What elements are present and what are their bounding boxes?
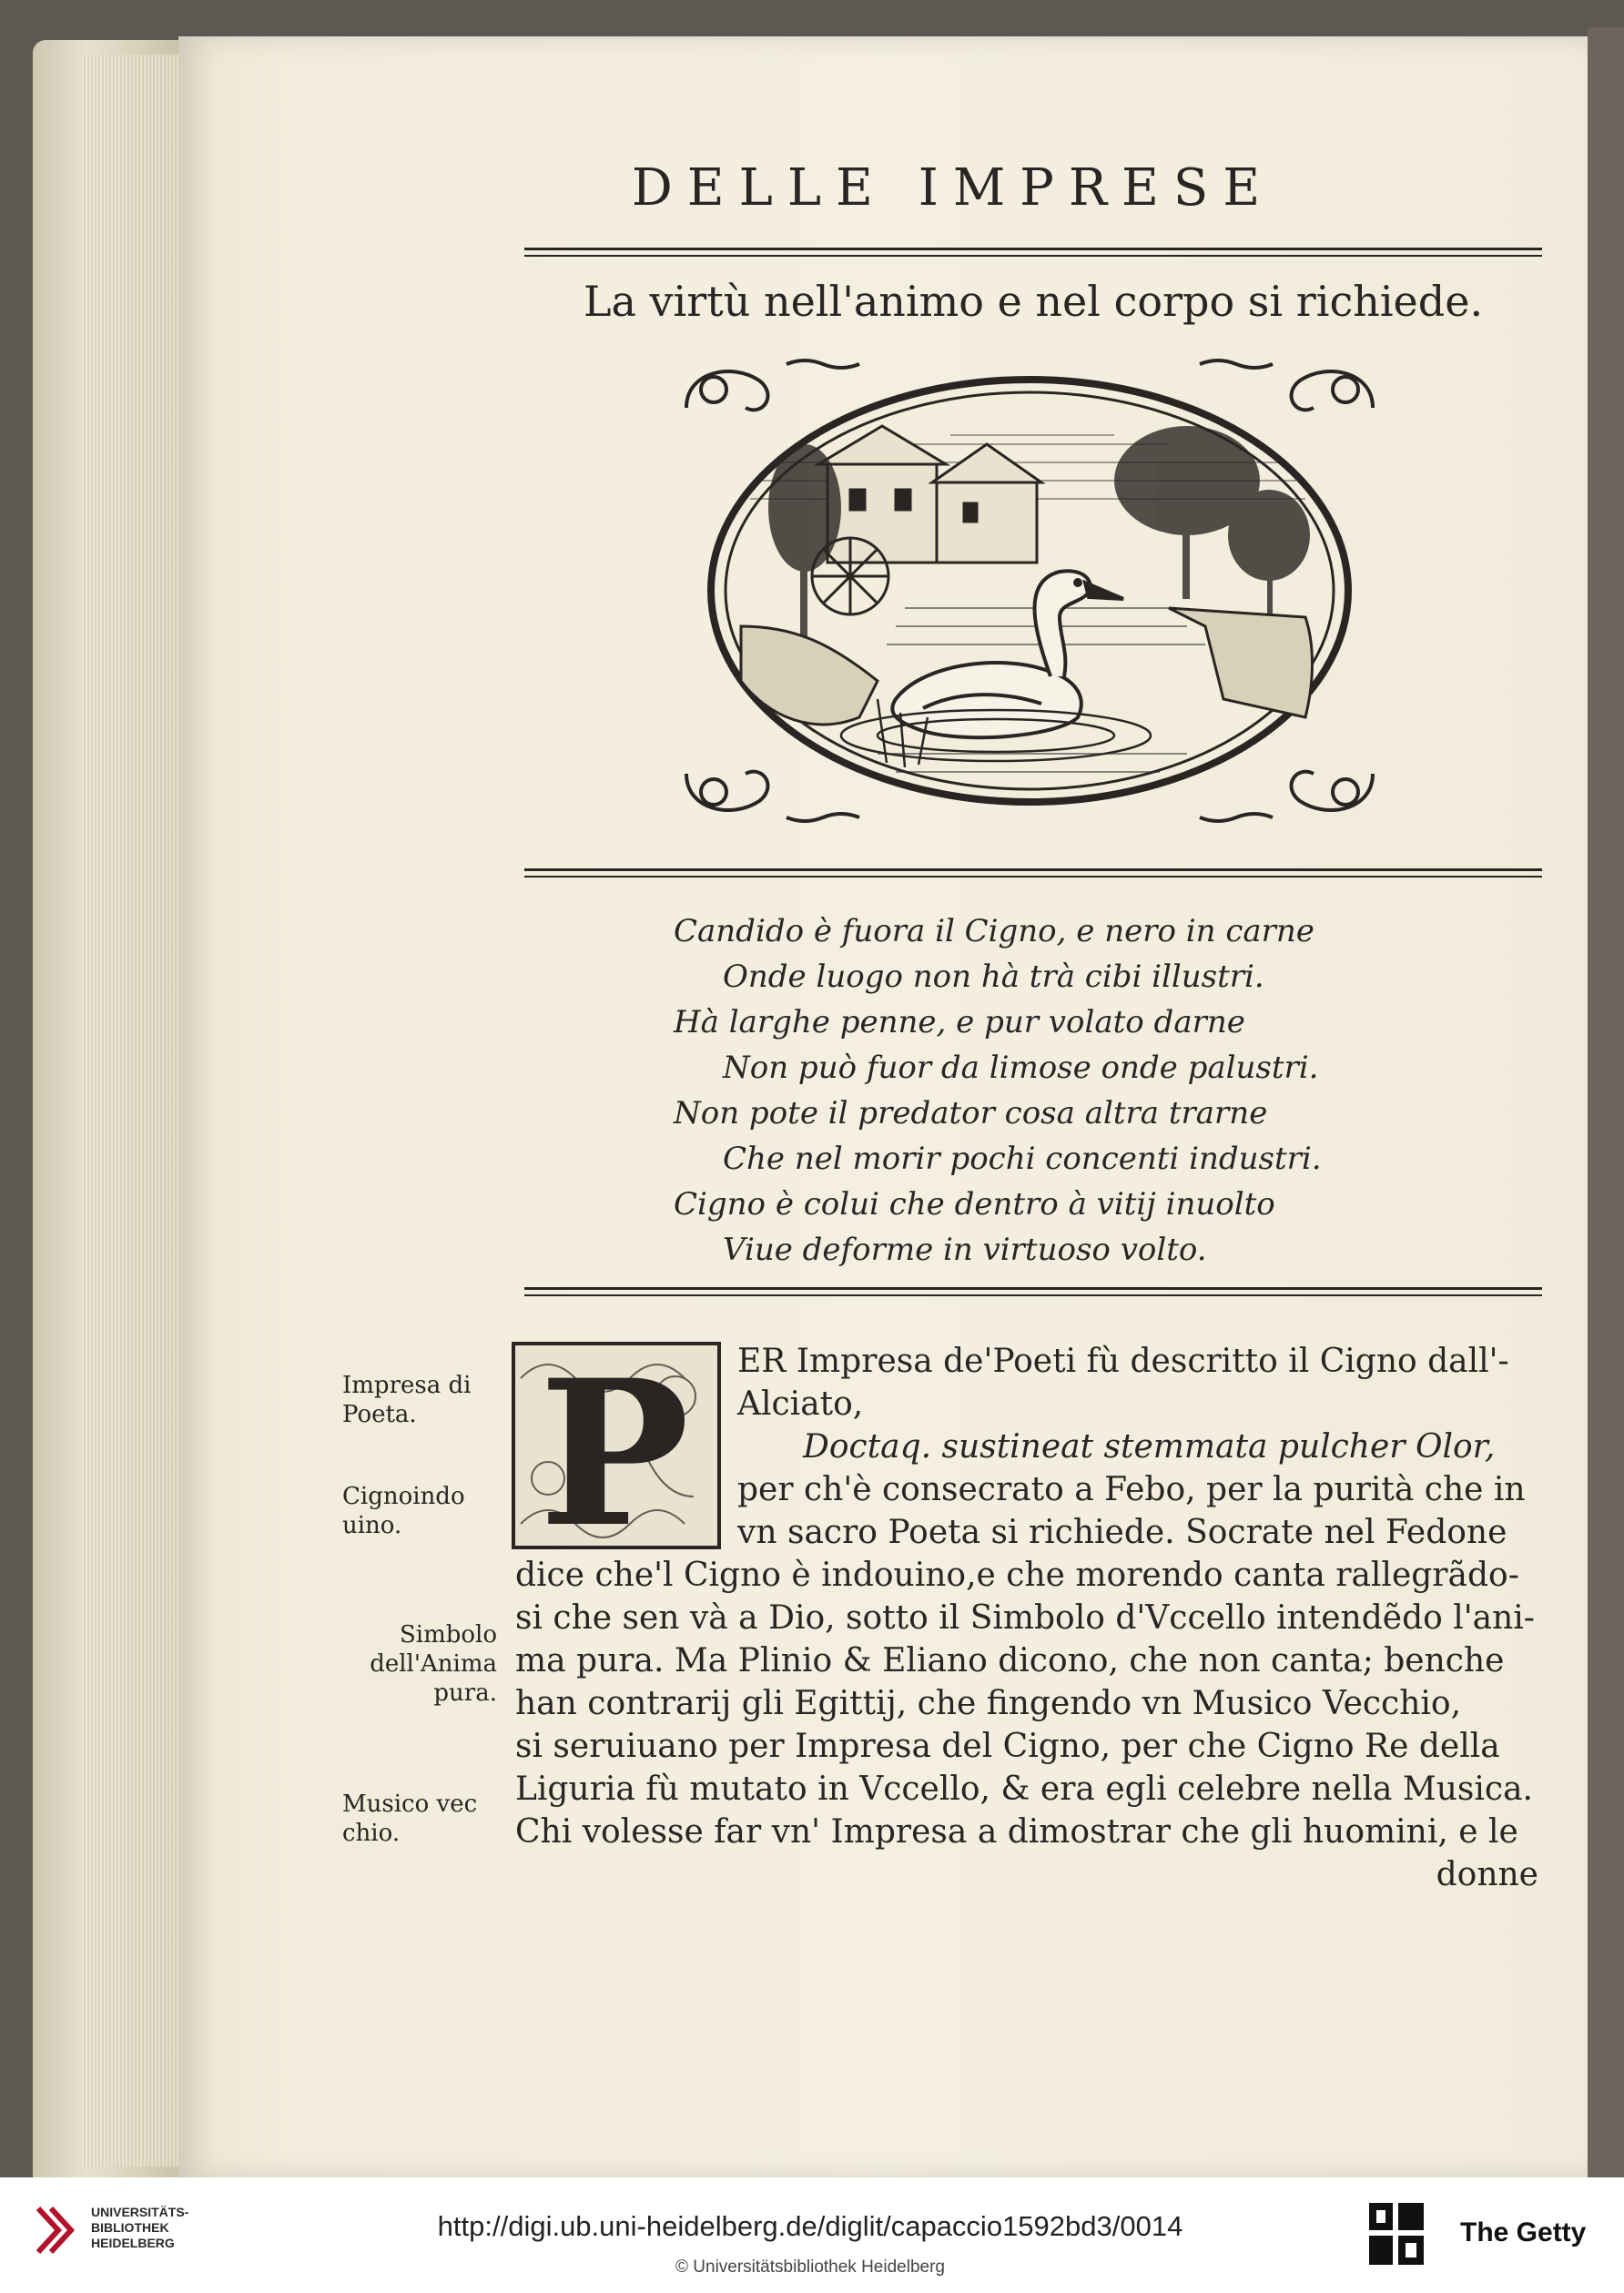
poem-line: Onde luogo non hà trà cibi illustri.	[723, 959, 1264, 995]
catchword: donne	[1436, 1856, 1538, 1893]
poem-line: Cigno è colui che dentro à vitij inuolto	[674, 1186, 1275, 1223]
poem-line: Hà larghe penne, e pur volato darne	[674, 1004, 1245, 1040]
text-line: ER Impresa de'Poeti fù descritto il Cigno dall'-	[737, 1343, 1509, 1380]
poem-line: Non pote il predator cosa altra trarne	[674, 1095, 1268, 1131]
poem-line: Candido è fuora il Cigno, e nero in carne	[674, 913, 1314, 949]
emblem-rule	[524, 868, 1542, 871]
poem-line: Viue deforme in virtuoso volto.	[723, 1232, 1207, 1268]
text-line: han contrarij gli Egittij, che fingendo vn Musico Vecchio,	[515, 1685, 1462, 1722]
text-line: dice che'l Cigno è indouino,e che morendo canta rallegrãdo-	[515, 1557, 1519, 1594]
text-line: Chi volesse far vn' Impresa a dimostrar che gli huomini, e le	[515, 1813, 1518, 1851]
text-line: si che sen và a Dio, sotto il Simbolo d'Vccello intendẽdo l'ani-	[515, 1599, 1535, 1637]
svg-text:P: P	[539, 1342, 690, 1549]
ub-heidelberg-logo-icon[interactable]	[35, 2205, 76, 2256]
text-line: Alciato,	[737, 1385, 864, 1423]
page-edges	[82, 55, 182, 2166]
margin-note: Cignoindo uino.	[342, 1483, 465, 1539]
viewer-footer	[0, 2177, 1624, 2293]
poem-line: Che nel morir pochi concenti industri.	[723, 1141, 1322, 1177]
margin-note: Simbolo dell'Anima pura.	[370, 1621, 497, 1707]
margin-note: Musico vec chio.	[342, 1791, 478, 1847]
text-line: vn sacro Poeta si richiede. Socrate nel Fedone	[737, 1514, 1507, 1551]
permalink-url[interactable]: http://digi.ub.uni-heidelberg.de/diglit/capaccio1592bd3/0014	[437, 2210, 1183, 2242]
copyright-notice: © Universitätsbibliothek Heidelberg	[675, 2257, 945, 2277]
getty-logo-icon[interactable]	[1367, 2201, 1426, 2267]
emblem-motto: La virtù nell'animo e nel corpo si richiede.	[583, 277, 1484, 326]
scan-background	[1588, 27, 1624, 2177]
poem-rule	[524, 1287, 1542, 1290]
partner-name[interactable]: The Getty	[1460, 2217, 1587, 2247]
body-text	[515, 1340, 1542, 1896]
emblem-rule-thin	[524, 876, 1542, 878]
header-rule-thin	[524, 255, 1542, 257]
swan-emblem-woodcut	[677, 353, 1382, 828]
epigram-poem	[674, 908, 1365, 1273]
text-line: Doctaq. sustineat stemmata pulcher Olor,	[803, 1428, 1496, 1466]
running-head: DELLE IMPRESE	[631, 158, 1275, 218]
text-line: per ch'è consecrato a Febo, per la purità che in	[737, 1471, 1526, 1508]
margin-note: Impresa di Poeta.	[342, 1372, 472, 1428]
text-line: si seruiuano per Impresa del Cigno, per che Cigno Re della	[515, 1728, 1500, 1765]
header-rule	[524, 248, 1542, 250]
text-line: ma pura. Ma Plinio & Eliano dicono, che non canta; benche	[515, 1642, 1505, 1679]
library-name[interactable]: UNIVERSITÄTS- BIBLIOTHEK HEIDELBERG	[91, 2205, 189, 2250]
poem-rule-thin	[524, 1294, 1542, 1296]
text-line: Liguria fù mutato in Vccello, & era egli celebre nella Musica.	[515, 1770, 1533, 1808]
poem-line: Non può fuor da limose onde palustri.	[723, 1050, 1319, 1086]
